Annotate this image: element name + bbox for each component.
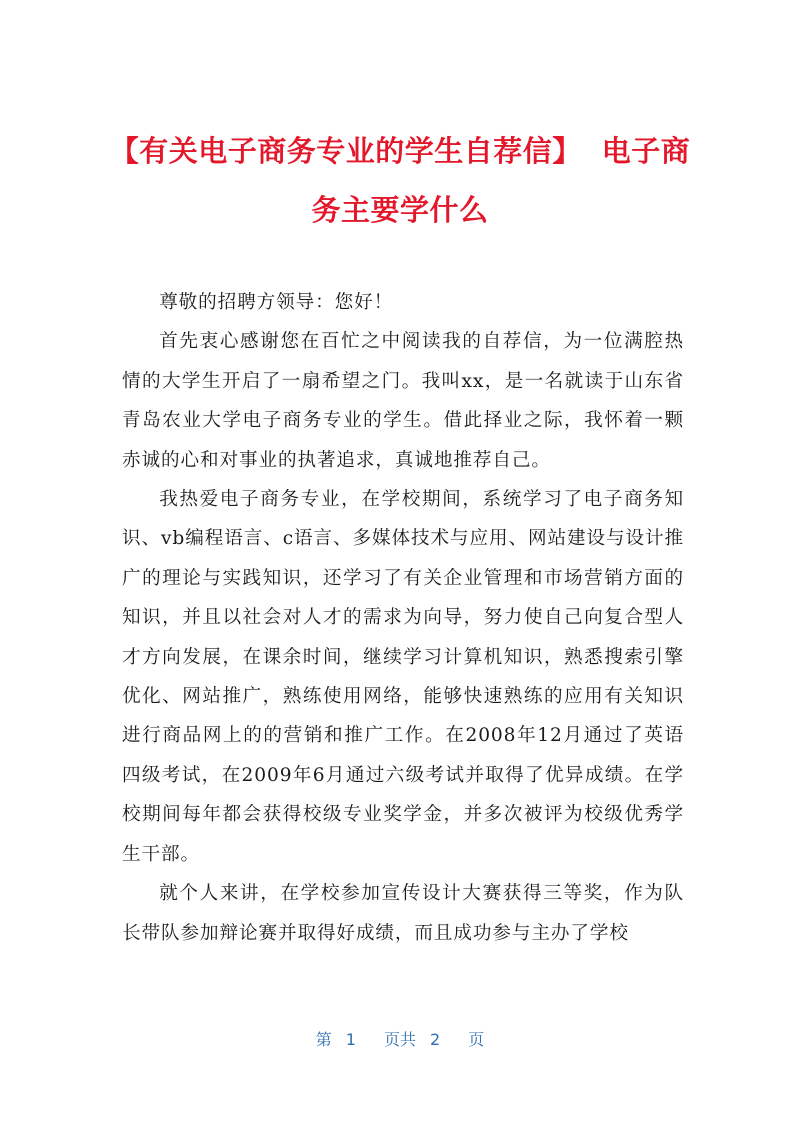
title-subject-start: 电子商 [601,134,691,168]
footer-prefix: 第 [315,1030,332,1049]
page-footer [0,1029,800,1051]
activities-paragraph: 就个人来讲，在学校参加宣传设计大赛获得三等奖，作为队长带队参加辩论赛并取得好成绩，而且成功参与主办了学校 [122,883,684,944]
footer-suffix: 页 [468,1030,485,1049]
title-bracket-text: 【有关电子商务专业的学生自荐信】 [109,134,582,168]
document-body [122,283,684,953]
footer-current-page: 1 [345,1030,356,1049]
intro-paragraph: 首先衷心感谢您在百忙之中阅读我的自荐信，为一位满腔热情的大学生开启了一扇希望之门。我叫xx，是一名就读于山东省青岛农业大学电子商务专业的学生。借此择业之际，我怀着一颗赤诚的心和对事业的执著追求，真诚地推荐自己。 [122,331,684,471]
footer-total-pages: 2 [430,1030,441,1049]
document-title [100,122,700,240]
footer-mid: 页共 [383,1030,416,1049]
study-paragraph: 我热爱电子商务专业，在学校期间，系统学习了电子商务知识、vb编程语言、c语言、多媒体技术与应用、网站建设与设计推广的理论与实践知识，还学习了有关企业管理和市场营销方面的知识，并且以社会对人才的需求为向导，努力使自己向复合型人才方向发展，在课余时间，继续学习计算机知识，熟悉搜索引擎优化、网站推广，熟练使用网络，能够快速熟练的应用有关知识进行商品网上的的营销和推广工作。在2008年12月通过了英语四级考试，在2009年6月通过六级考试并取得了优异成绩。在学校期间每年都会获得校级专业奖学金，并多次被评为校级优秀学生干部。 [122,489,684,865]
title-line-2: 务主要学什么 [311,193,489,227]
salutation-paragraph: 尊敬的招聘方领导：您好！ [159,292,394,313]
title-line-1 [100,122,700,181]
